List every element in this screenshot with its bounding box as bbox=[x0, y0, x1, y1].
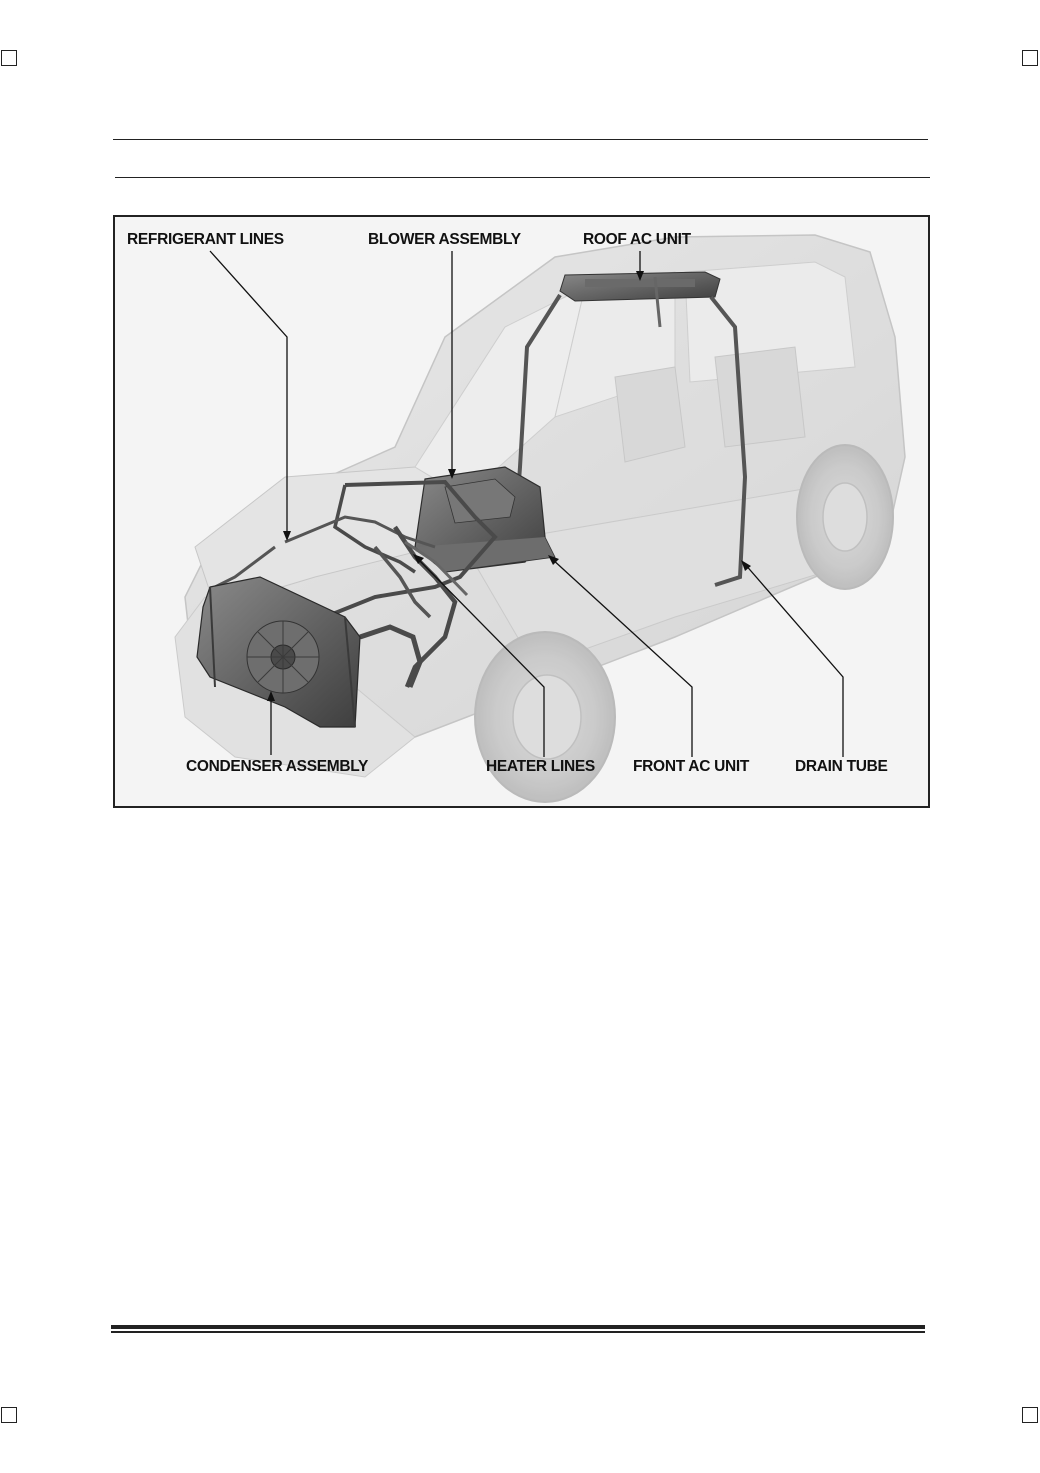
crop-mark-bottom-right bbox=[1022, 1407, 1038, 1423]
vehicle-illustration bbox=[115, 217, 928, 806]
header-rule-bottom bbox=[115, 177, 930, 178]
ac-system-figure bbox=[113, 215, 930, 808]
label-heater-lines: HEATER LINES bbox=[486, 758, 595, 775]
label-front-ac-unit: FRONT AC UNIT bbox=[633, 758, 750, 775]
crop-mark-top-left bbox=[1, 50, 17, 66]
crop-mark-top-right bbox=[1022, 50, 1038, 66]
header-rule-top bbox=[113, 139, 928, 140]
footer-rule-thin bbox=[111, 1331, 925, 1333]
label-condenser-assembly: CONDENSER ASSEMBLY bbox=[186, 758, 369, 775]
label-roof-ac-unit: ROOF AC UNIT bbox=[583, 231, 691, 248]
label-drain-tube: DRAIN TUBE bbox=[795, 758, 888, 775]
label-refrigerant-lines: REFRIGERANT LINES bbox=[127, 231, 284, 248]
label-blower-assembly: BLOWER ASSEMBLY bbox=[368, 231, 521, 248]
footer-rule-thick bbox=[111, 1325, 925, 1329]
crop-mark-bottom-left bbox=[1, 1407, 17, 1423]
